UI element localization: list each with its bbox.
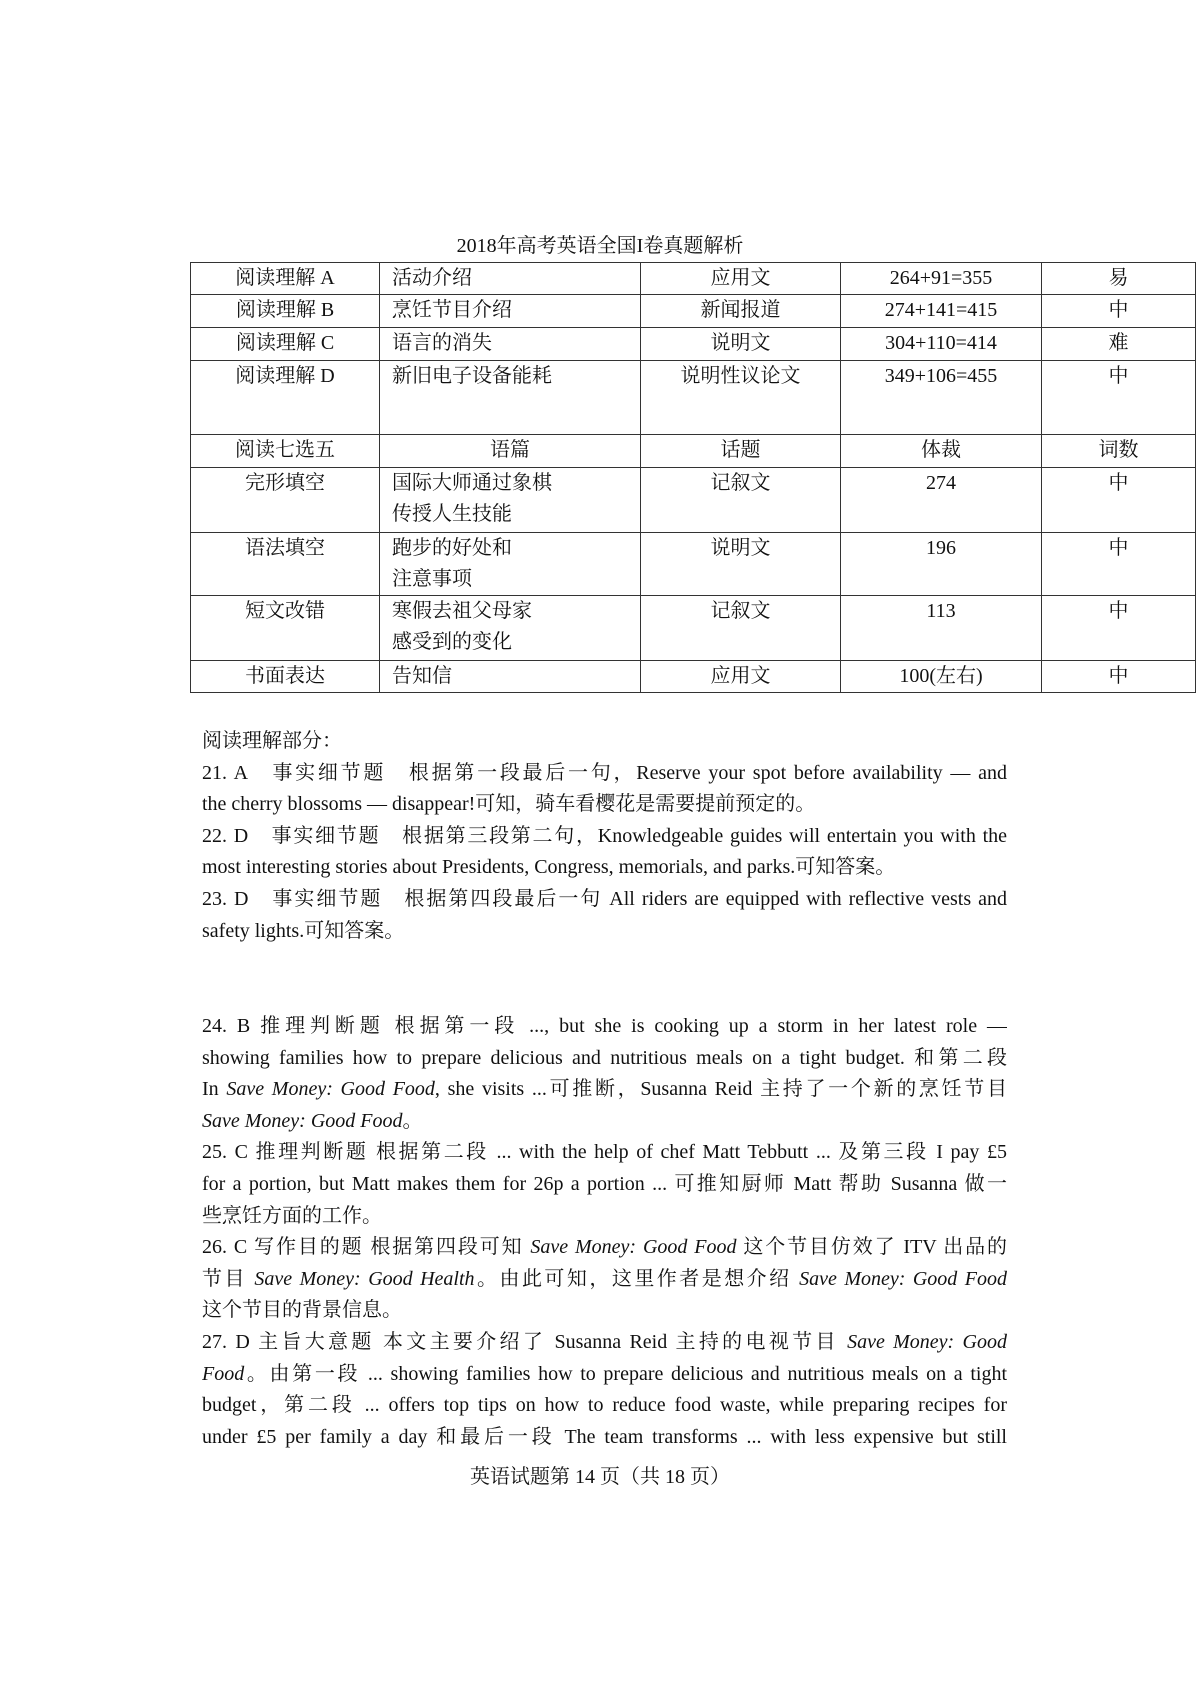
text-segment: , she visits ...可推断，Susanna Reid 主持了一个新的烹饪节目	[434, 1078, 1007, 1101]
table-cell: 阅读理解 C	[191, 328, 380, 361]
table-cell: 中	[1042, 295, 1196, 328]
table-cell: 烹饪节目介绍	[380, 295, 641, 328]
table-cell: 话题	[641, 435, 841, 468]
table-cell: 记叙文	[641, 596, 841, 661]
table-cell: 阅读理解 B	[191, 295, 380, 328]
table-cell-line: 传授人生技能	[392, 503, 512, 525]
table-cell-line: 国际大师通过象棋	[392, 472, 552, 494]
text-line	[202, 1011, 1007, 1043]
text-segment: safety lights.可知答案。	[202, 919, 405, 942]
text-line	[202, 1327, 1007, 1359]
table-row	[191, 468, 1196, 533]
table-cell	[380, 596, 641, 661]
text-line	[202, 1232, 1007, 1264]
table-cell: 说明文	[641, 328, 841, 361]
text-segment: for a portion, but Matt makes them for 26p a portion ... 可推知厨师 Matt 帮助 Susanna 做一	[202, 1172, 1007, 1195]
text-line	[202, 789, 1007, 821]
table-cell: 阅读理解 A	[191, 263, 380, 295]
text-segment: 些烹饪方面的工作。	[202, 1204, 382, 1227]
table-row	[191, 435, 1196, 468]
text-segment: most interesting stories about Presidents, Congress, memorials, and parks.可知答案。	[202, 856, 896, 879]
table-cell: 新旧电子设备能耗	[380, 361, 641, 435]
table-cell: 阅读理解 D	[191, 361, 380, 435]
italic-title-text: Save Money: Good Food	[530, 1236, 737, 1259]
reading-section-1	[202, 726, 1007, 947]
text-segment: under £5 per family a day 和最后一段 The team transforms ... with less expensive but still	[202, 1425, 1007, 1448]
table-cell: 349+106=455	[841, 361, 1042, 435]
text-line	[202, 1422, 1007, 1454]
table-cell: 304+110=414	[841, 328, 1042, 361]
text-line	[202, 821, 1007, 853]
table-cell-line: 注意事项	[392, 568, 472, 590]
text-segment: 27. D 主旨大意题 本文主要介绍了 Susanna Reid 主持的电视节目	[202, 1330, 848, 1353]
table-cell: 中	[1042, 468, 1196, 533]
table-cell: 新闻报道	[641, 295, 841, 328]
table-cell: 100(左右)	[841, 661, 1042, 693]
table-cell: 语法填空	[191, 533, 380, 596]
text-segment: 21. A 事实细节题 根据第一段最后一句，Reserve your spot before availability — and	[202, 761, 1007, 784]
text-line	[202, 1169, 1007, 1201]
text-line	[202, 1201, 1007, 1233]
table-row	[191, 661, 1196, 693]
italic-title-text: Save Money: Good Food	[799, 1267, 1007, 1290]
text-line	[202, 1043, 1007, 1075]
table-cell: 难	[1042, 328, 1196, 361]
text-segment: budget，第二段 ... offers top tips on how to reduce food waste, while preparing recipes for	[202, 1394, 1007, 1417]
table-cell-line: 感受到的变化	[392, 631, 512, 653]
table-cell: 活动介绍	[380, 263, 641, 295]
table-cell-line: 寒假去祖父母家	[392, 600, 532, 622]
text-segment: 。由此可知，这里作者是想介绍	[474, 1267, 800, 1290]
exam-analysis-table	[190, 262, 1196, 693]
answer-explanation	[202, 1011, 1007, 1137]
table-cell: 196	[841, 533, 1042, 596]
text-line	[202, 916, 1007, 948]
text-segment: the cherry blossoms — disappear!可知，骑车看樱花是需要提前预定的。	[202, 793, 816, 816]
answer-explanation	[202, 1232, 1007, 1327]
italic-title-text: Save Money: Good Food	[202, 1109, 403, 1132]
answer-explanation	[202, 884, 1007, 947]
section-heading: 阅读理解部分：	[202, 730, 342, 752]
table-row	[191, 596, 1196, 661]
text-segment: 。由第一段 ... showing families how to prepare delicious and nutritious meals on a tight	[244, 1362, 1007, 1385]
text-line	[202, 1106, 1007, 1138]
table-cell: 说明文	[641, 533, 841, 596]
table-cell: 告知信	[380, 661, 641, 693]
table-cell: 264+91=355	[841, 263, 1042, 295]
text-segment: 这个节目仿效了 ITV 出品的	[736, 1236, 1007, 1259]
italic-title-text: Save Money: Good	[847, 1330, 1007, 1353]
table-cell: 中	[1042, 533, 1196, 596]
text-segment: 24. B 推理判断题 根据第一段 ..., but she is cooking up a storm in her latest role —	[202, 1015, 1007, 1037]
text-segment: In	[202, 1078, 227, 1101]
table-cell: 113	[841, 596, 1042, 661]
italic-title-text: Save Money: Good Health	[254, 1267, 475, 1290]
answer-explanation	[202, 821, 1007, 884]
text-line	[202, 1264, 1007, 1296]
text-line	[202, 1295, 1007, 1327]
text-segment: showing families how to prepare delicious and nutritious meals on a tight budget. 和第二段	[202, 1046, 1007, 1069]
page-footer: 英语试题第 14 页（共 18 页）	[470, 1466, 730, 1488]
table-cell: 274+141=415	[841, 295, 1042, 328]
table-cell: 说明性议论文	[641, 361, 841, 435]
text-line	[202, 884, 1007, 916]
table-cell: 易	[1042, 263, 1196, 295]
text-segment: 25. C 推理判断题 根据第二段 ... with the help of chef Matt Tebbutt ... 及第三段 I pay £5	[202, 1141, 1007, 1164]
table-cell: 完形填空	[191, 468, 380, 533]
text-line	[202, 1390, 1007, 1422]
table-cell: 词数	[1042, 435, 1196, 468]
text-segment: 23. D 事实细节题 根据第四段最后一句 All riders are equipped with reflective vests and	[202, 887, 1007, 910]
table-cell: 中	[1042, 361, 1196, 435]
table-cell: 书面表达	[191, 661, 380, 693]
table-cell: 中	[1042, 661, 1196, 693]
table-cell: 语篇	[380, 435, 641, 468]
text-line	[202, 1359, 1007, 1391]
table-row	[191, 295, 1196, 328]
document-title: 2018年高考英语全国I卷真题解析	[456, 235, 744, 257]
table-cell	[380, 533, 641, 596]
table-row	[191, 533, 1196, 596]
table-row	[191, 263, 1196, 295]
table-cell: 274	[841, 468, 1042, 533]
table-cell: 语言的消失	[380, 328, 641, 361]
text-line	[202, 1137, 1007, 1169]
text-line	[202, 758, 1007, 790]
text-segment: 节目	[202, 1267, 255, 1290]
reading-section-2	[202, 1011, 1007, 1453]
answer-explanation	[202, 1137, 1007, 1232]
table-row	[191, 328, 1196, 361]
text-line	[202, 1074, 1007, 1106]
answer-explanation	[202, 758, 1007, 821]
italic-title-text: Save Money: Good Food	[226, 1078, 435, 1101]
table-cell: 体裁	[841, 435, 1042, 468]
table-cell: 中	[1042, 596, 1196, 661]
text-segment: 。	[402, 1109, 423, 1132]
text-segment: 这个节目的背景信息。	[202, 1299, 402, 1322]
table-cell: 阅读七选五	[191, 435, 380, 468]
table-cell-line: 跑步的好处和	[392, 537, 512, 559]
table-cell: 短文改错	[191, 596, 380, 661]
table-cell	[380, 468, 641, 533]
text-segment: 22. D 事实细节题 根据第三段第二句，Knowledgeable guides will entertain you with the	[202, 824, 1007, 847]
text-line	[202, 852, 1007, 884]
table-cell: 应用文	[641, 661, 841, 693]
table-cell: 应用文	[641, 263, 841, 295]
answer-explanation	[202, 1327, 1007, 1453]
text-segment: 26. C 写作目的题 根据第四段可知	[202, 1236, 531, 1259]
italic-title-text: Food	[202, 1362, 245, 1385]
table-cell: 记叙文	[641, 468, 841, 533]
table-row	[191, 361, 1196, 435]
